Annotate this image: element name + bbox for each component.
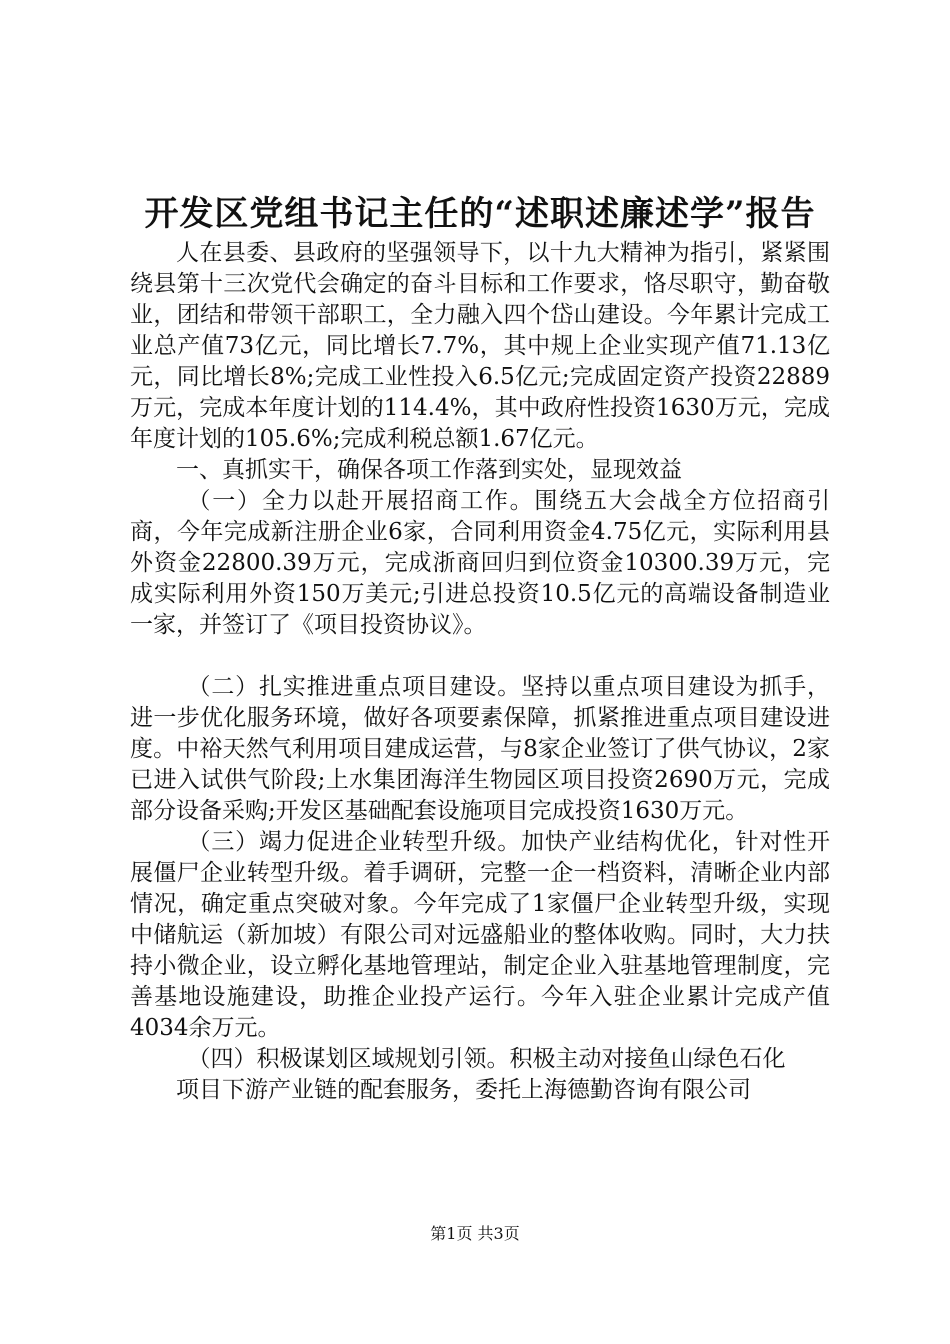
body-paragraph: 项目下游产业链的配套服务，委托上海德勤咨询有限公司 <box>176 1077 751 1103</box>
body-paragraph: （一）全力以赴开展招商工作。围绕五大会战全方位招商引商，今年完成新注册企业6家，合同利用资金4.75亿元，实际利用县外资金22800.39万元，完成浙商回归到位资金10300.39万元，完成实际利用外资150万美元;引进总投资10.5亿元的高端设备制造业一家，并签订了《项目投资协议》。 <box>130 488 830 638</box>
body-paragraph: （二）扎实推进重点项目建设。坚持以重点项目建设为抓手，进一步优化服务环境，做好各项要素保障，抓紧推进重点项目建设进度。中裕天然气利用项目建成运营，与8家企业签订了供气协议，2家已进入试供气阶段;上水集团海洋生物园区项目投资2690万元，完成部分设备采购;开发区基础配套设施项目完成投资1630万元。 <box>130 674 830 824</box>
document-body <box>130 238 830 1106</box>
page-number: 第1页 共3页 <box>430 1224 520 1243</box>
intro-paragraph: 人在县委、县政府的坚强领导下，以十九大精神为指引，紧紧围绕县第十三次党代会确定的奋斗目标和工作要求，恪尽职守，勤奋敬业，团结和带领干部职工，全力融入四个岱山建设。今年累计完成工业总产值73亿元，同比增长7.7%，其中规上企业实现产值71.13亿元，同比增长8%;完成工业性投入6.5亿元;完成固定资产投资22889万元，完成本年度计划的114.4%，其中政府性投资1630万元，完成年度计划的105.6%;完成利税总额1.67亿元。 <box>130 240 830 452</box>
document-title: 开发区党组书记主任的“述职述廉述学”报告 <box>144 194 816 234</box>
section-heading: 一、真抓实干，确保各项工作落到实处，显现效益 <box>176 457 682 483</box>
body-paragraph: （三）竭力促进企业转型升级。加快产业结构优化，针对性开展僵尸企业转型升级。着手调研，完整一企一档资料，清晰企业内部情况，确定重点突破对象。今年完成了1家僵尸企业转型升级，实现中储航运（新加坡）有限公司对远盛船业的整体收购。同时，大力扶持小微企业，设立孵化基地管理站，制定企业入驻基地管理制度，完善基地设施建设，助推企业投产运行。今年入驻企业累计完成产值4034余万元。 <box>130 829 830 1041</box>
body-paragraph: （四）积极谋划区域规划引领。积极主动对接鱼山绿色石化 <box>187 1046 786 1072</box>
